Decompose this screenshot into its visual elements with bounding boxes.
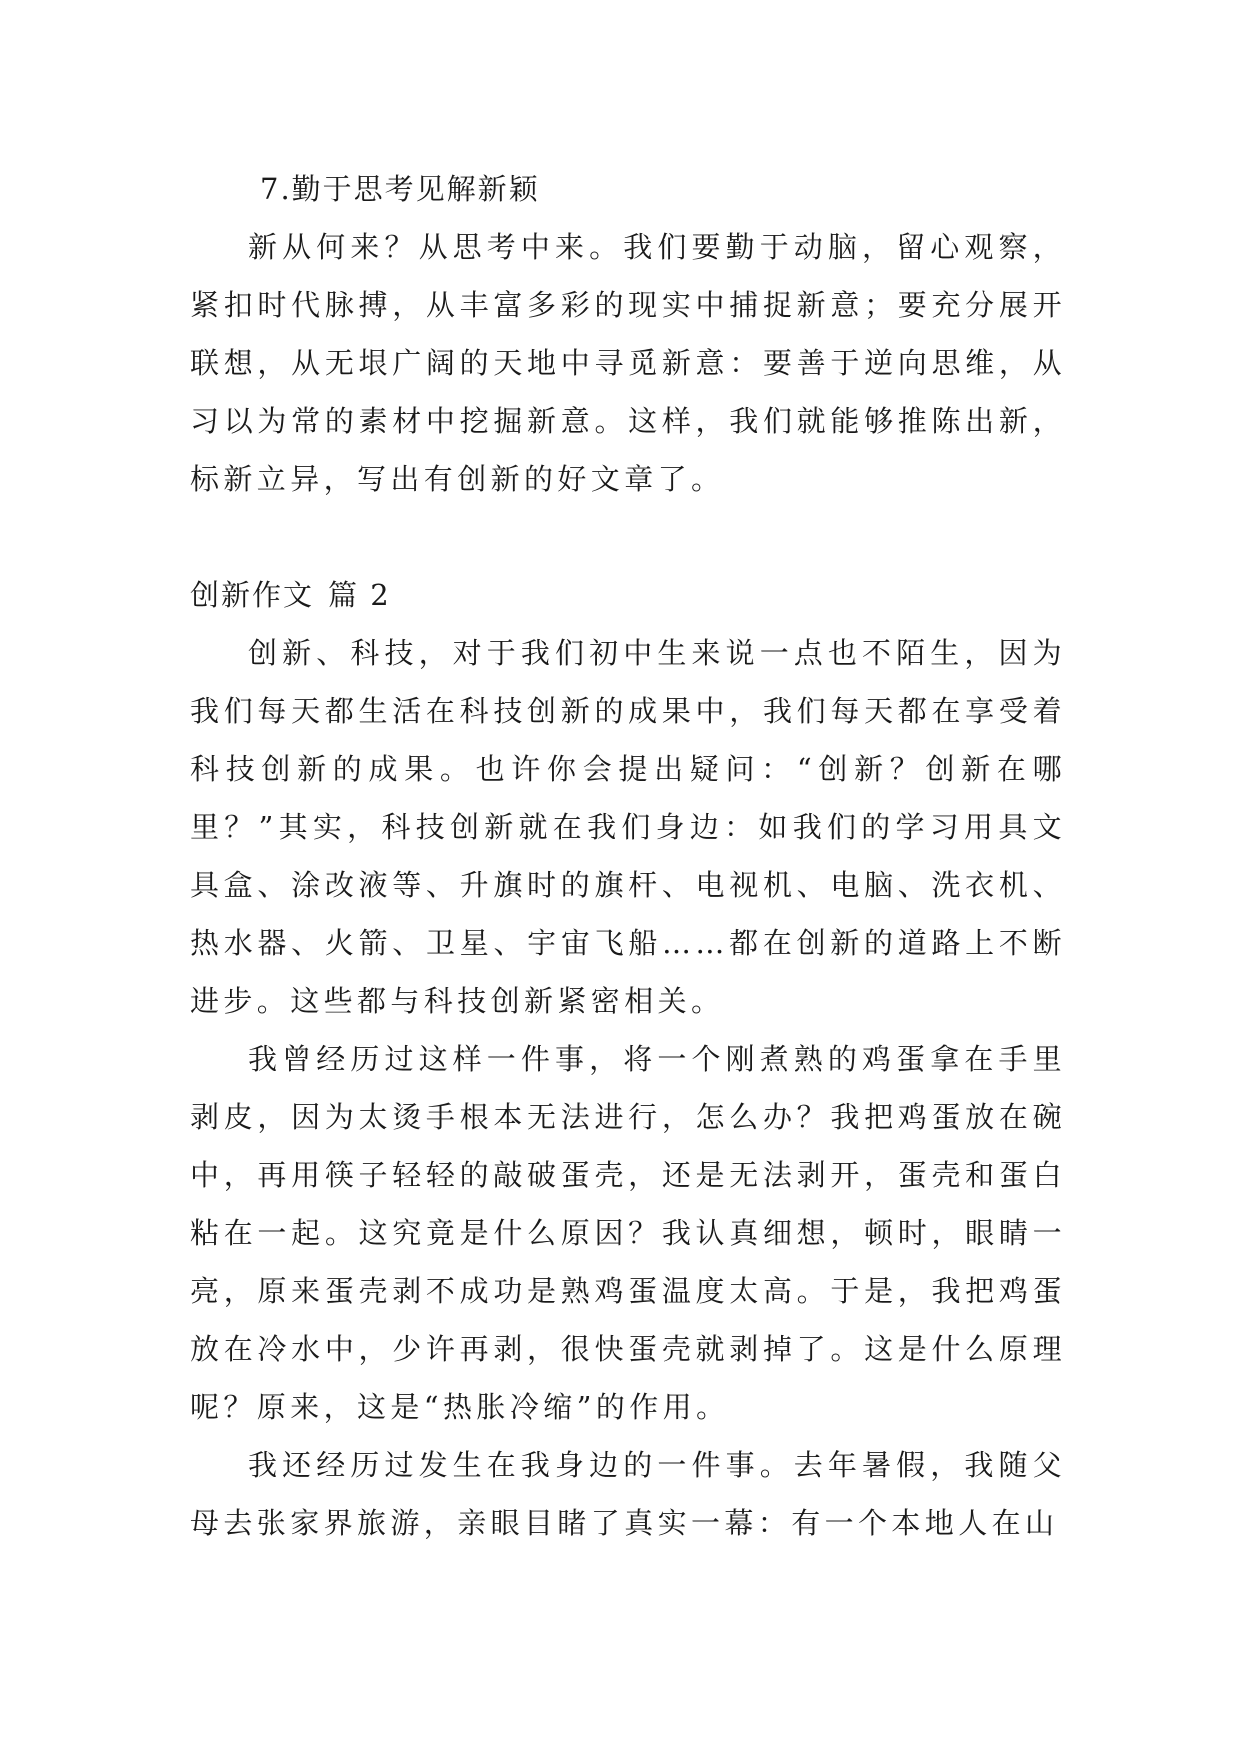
section-title-text: 创新作文 [190,578,315,612]
section-title [190,566,1066,624]
body-paragraph: 我还经历过发生在我身边的一件事。去年暑假，我随父母去张家界旅游，亲眼目睹了真实一幕：有一个本地人在山 [190,1448,1066,1540]
body-paragraph: 我曾经历过这样一件事，将一个刚煮熟的鸡蛋拿在手里剥皮，因为太烫手根本无法进行，怎么办？我把鸡蛋放在碗中，再用筷子轻轻的敲破蛋壳，还是无法剥开，蛋壳和蛋白粘在一起。这究竟是什么原因？我认真细想，顿时，眼睛一亮，原来蛋壳剥不成功是熟鸡蛋温度太高。于是，我把鸡蛋放在冷水中，少许再剥，很快蛋壳就剥掉了。这是什么原理呢？原来，这是“热胀冷缩”的作用。 [190,1042,1066,1424]
section-number: 篇 2 [328,578,391,612]
document-body [190,160,1066,1552]
body-paragraph: 创新、科技，对于我们初中生来说一点也不陌生，因为我们每天都生活在科技创新的成果中，我们每天都在享受着科技创新的成果。也许你会提出疑问：“创新？创新在哪里？”其实，科技创新就在我们身边：如我们的学习用具文具盒、涂改液等、升旗时的旗杆、电视机、电脑、洗衣机、热水器、火箭、卫星、宇宙飞船……都在创新的道路上不断进步。这些都与科技创新紧密相关。 [190,636,1066,1018]
intro-paragraph: 新从何来？从思考中来。我们要勤于动脑，留心观察，紧扣时代脉搏，从丰富多彩的现实中捕捉新意；要充分展开联想，从无垠广阔的天地中寻觅新意：要善于逆向思维，从习以为常的素材中挖掘新意。这样，我们就能够推陈出新，标新立异，写出有创新的好文章了。 [190,230,1066,496]
subheading: 7.勤于思考见解新颖 [260,172,540,206]
